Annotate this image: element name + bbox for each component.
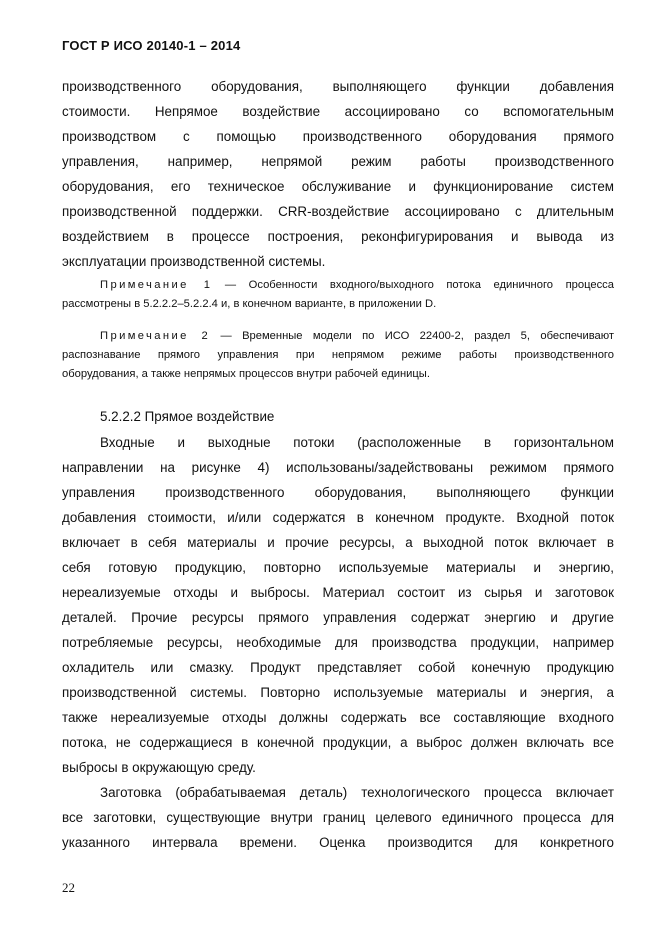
text-line: эксплуатации производственной системы. — [62, 254, 326, 269]
text-line: управления производственного оборудования, выполняющего функции — [62, 485, 614, 500]
text-line: все заготовки, существующие внутри границ целевого единичного процесса для — [62, 810, 614, 825]
text-line: воздействием в процессе построения, реконфигурирования и вывода из — [62, 229, 614, 244]
paragraph-2 — [62, 430, 614, 780]
page-number: 22 — [62, 880, 75, 895]
text-line: потока, не содержащиеся в конечной продукции, а выброс должен включать все — [62, 735, 614, 750]
text-line: Заготовка (обрабатываемая деталь) технологического процесса включает — [100, 785, 614, 800]
text-line: себя готовую продукцию, повторно используемые материалы и энергию, — [62, 560, 614, 575]
document-header: ГОСТ Р ИСО 20140-1 – 2014 — [62, 38, 241, 53]
text-line: направлении на рисунке 4) использованы/задействованы режимом прямого — [62, 460, 614, 475]
note-1 — [62, 276, 614, 314]
note-text: — Особенности входного/выходного потока единичного процесса — [212, 279, 614, 291]
text-line: нереализуемые отходы и выбросы. Материал состоит из сырья и заготовок — [62, 585, 614, 600]
paragraph-1 — [62, 74, 614, 274]
text-line: охладитель или смазку. Продукт представляет собой конечную продукцию — [62, 660, 614, 675]
note-line — [62, 327, 614, 346]
note-label: Примечание 1 — [100, 279, 213, 291]
paragraph-3 — [62, 780, 614, 855]
text-line: производством с помощью производственного оборудования прямого — [62, 129, 614, 144]
text-line: Входные и выходные потоки (расположенные в горизонтальном — [100, 435, 614, 450]
note-text: — Временные модели по ИСО 22400-2, раздел 5, обеспечивают — [210, 330, 615, 342]
text-line: деталей. Прочие ресурсы прямого управления содержат энергию и другие — [62, 610, 614, 625]
text-line: выбросы в окружающую среду. — [62, 760, 256, 775]
note-line: распознавание прямого управления при непрямом режиме работы производственного — [62, 349, 614, 361]
text-line: управления, например, непрямой режим работы производственного — [62, 154, 614, 169]
note-2 — [62, 327, 614, 384]
note-line — [62, 276, 614, 295]
text-line: производственной поддержки. CRR-воздействие ассоциировано с длительным — [62, 204, 614, 219]
section-heading: 5.2.2.2 Прямое воздействие — [100, 409, 275, 424]
text-line: производственного оборудования, выполняющего функции добавления — [62, 79, 614, 94]
text-line: потребляемые ресурсы, необходимые для производства продукции, например — [62, 635, 614, 650]
text-line: оборудования, его техническое обслуживание и функционирование систем — [62, 179, 614, 194]
note-label: Примечание 2 — [100, 330, 211, 342]
text-line: добавления стоимости, и/или содержатся в конечном продукте. Входной поток — [62, 510, 614, 525]
text-line: также нереализуемые отходы должны содержать все составляющие входного — [62, 710, 614, 725]
text-line: стоимости. Непрямое воздействие ассоциировано со вспомогательным — [62, 104, 614, 119]
text-line: указанного интервала времени. Оценка производится для конкретного — [62, 835, 614, 850]
text-line: включает в себя материалы и прочие ресурсы, а выходной поток включает в — [62, 535, 614, 550]
note-line: рассмотрены в 5.2.2.2–5.2.2.4 и, в конечном варианте, в приложении D. — [62, 298, 437, 310]
note-line: оборудования, а также непрямых процессов внутри рабочей единицы. — [62, 368, 430, 380]
text-line: производственной системы. Повторно используемые материалы и энергия, а — [62, 685, 614, 700]
